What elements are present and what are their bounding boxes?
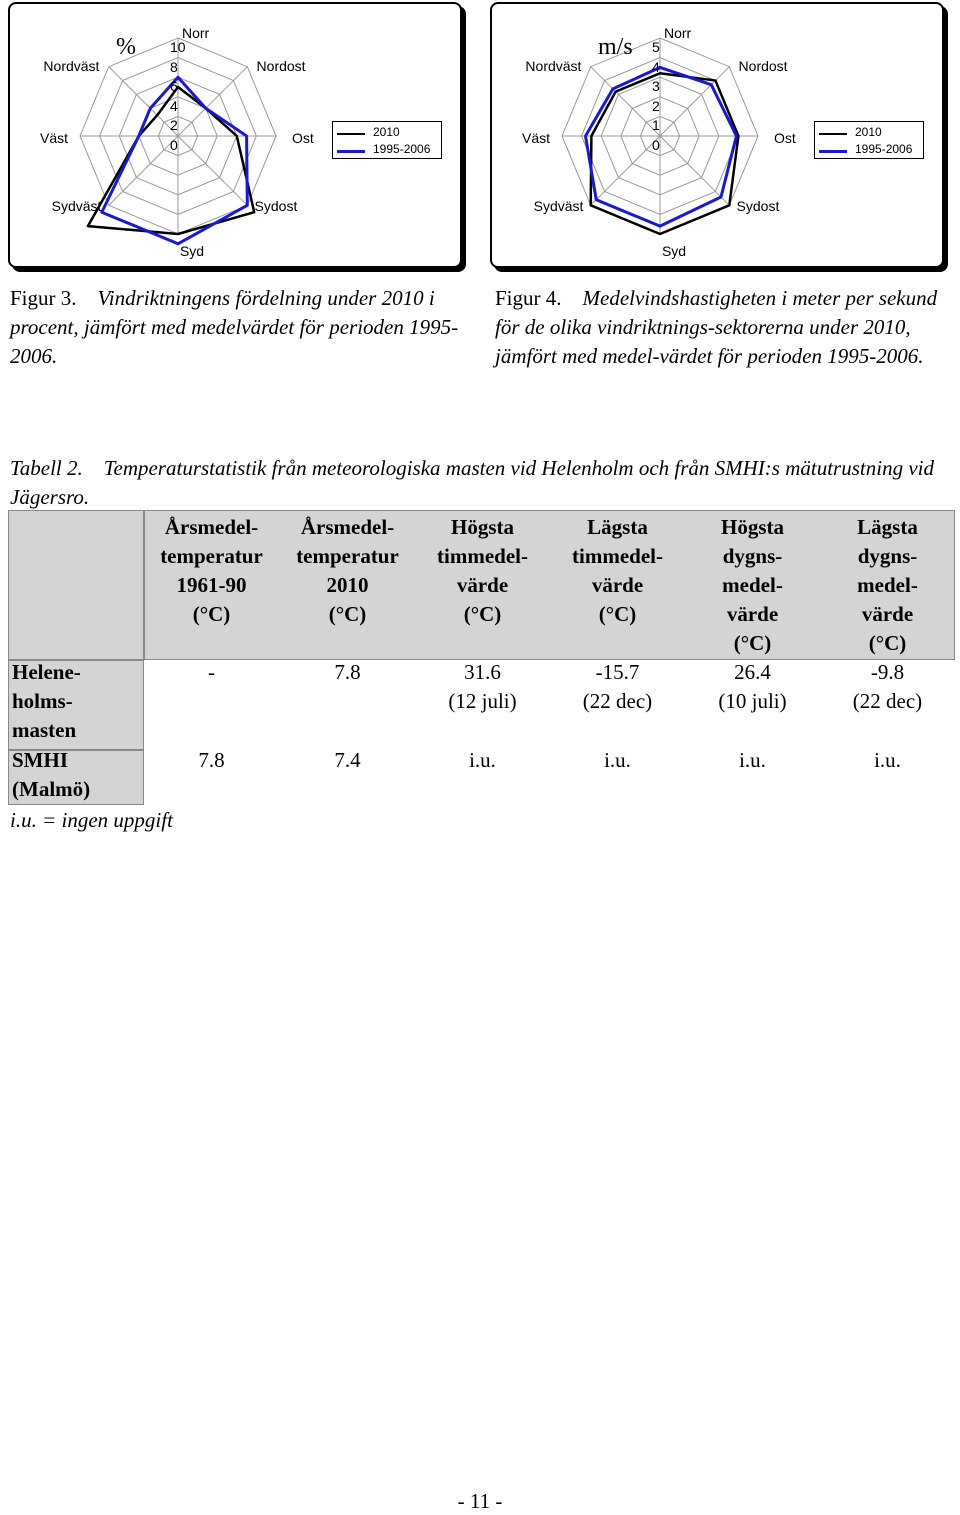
table-cell: 31.6 (12 juli) <box>448 660 517 713</box>
figure-4-direction-sydväst: Sydväst <box>533 197 584 214</box>
figure-4-direction-norr: Norr <box>664 25 692 41</box>
figure-3-caption-text: Vindriktningens fördelning under 2010 i procent, jämfört med medelvärdet för perioden 1995-2006. <box>10 286 459 368</box>
figure-3-direction-norr: Norr <box>182 25 210 41</box>
figure-4-direction-syd: Syd <box>661 243 687 259</box>
figure-3-direction-väst: Väst <box>39 130 68 146</box>
figure-3-direction-nordost: Nordost <box>256 58 306 75</box>
figure-3-tick-label: 8 <box>170 58 178 75</box>
table-cell: 7.8 <box>198 748 225 772</box>
page-number: - 11 - <box>457 1489 503 1513</box>
table-cell: i.u. <box>874 748 901 772</box>
figure-3-direction-sydväst: Sydväst <box>51 197 102 214</box>
figure-4-legend <box>814 121 924 159</box>
figure-4-tick-label: 2 <box>652 97 660 114</box>
figure-4-unit-label: m/s <box>598 34 633 60</box>
table-cell: -9.8 (22 dec) <box>852 660 923 713</box>
figure-3-direction-ost: Ost <box>292 130 314 146</box>
figure-4-caption-text: Medelvindshastigheten i meter per sekund för de olika vindriktnings-sektorerna under 2010, jämfört med medel-värdet för perioden 1995-2006. <box>495 286 938 368</box>
table-header-cell: Högsta timmedel- värde (°C) <box>437 515 528 626</box>
table-row-label: Helene- holms- masten <box>12 660 81 742</box>
figure-4-tick-label: 3 <box>652 78 660 95</box>
legend-2010: 2010 <box>855 125 882 139</box>
figure-4-direction-nordost: Nordost <box>738 58 788 75</box>
figure-3-chart <box>8 2 462 268</box>
figure-3-legend <box>332 121 442 159</box>
figure-4-tick-label: 5 <box>652 39 660 55</box>
figure-3-tick-label: 10 <box>170 39 186 55</box>
figure-3-tick-label: 2 <box>170 117 178 134</box>
legend-2010: 2010 <box>373 125 400 139</box>
figure-3-caption <box>10 284 480 371</box>
table-cell: 26.4 (10 juli) <box>718 660 787 713</box>
figure-3-direction-sydost: Sydost <box>254 197 298 214</box>
table-label: Tabell 2. <box>10 456 83 480</box>
table-header-cell: Årsmedel- temperatur 2010 (°C) <box>296 515 399 626</box>
figure-4-caption-label: Figur 4. <box>495 286 562 310</box>
figure-4-caption <box>495 284 955 371</box>
table-title <box>10 454 955 512</box>
table-cell: 7.4 <box>334 748 361 772</box>
figure-4-direction-ost: Ost <box>774 130 796 146</box>
table-cell: -15.7 (22 dec) <box>582 660 653 713</box>
figure-3-tick-label: 6 <box>170 78 178 95</box>
table-cell: 7.8 <box>334 660 361 684</box>
legend-1995-2006: 1995-2006 <box>373 142 431 156</box>
table-header-cell: Lägsta timmedel- värde (°C) <box>572 515 663 626</box>
table-header-cell: Årsmedel- temperatur 1961-90 (°C) <box>160 515 263 626</box>
figure-3-unit-label: % <box>116 34 136 60</box>
table-cell: i.u. <box>469 748 496 772</box>
figure-4-chart <box>490 2 944 268</box>
table-title-text: Temperaturstatistik från meteorologiska masten vid Helenholm och från SMHI:s mätutrustning vid Jägersro. <box>10 456 934 509</box>
figure-3-direction-nordväst: Nordväst <box>43 58 100 75</box>
figure-3-tick-label: 0 <box>170 137 178 153</box>
table-cell: - <box>208 660 215 684</box>
legend-1995-2006: 1995-2006 <box>855 142 913 156</box>
table-header-cell: Högsta dygns- medel- värde (°C) <box>721 515 784 655</box>
figure-4-direction-väst: Väst <box>521 130 550 146</box>
table-corner-cell <box>8 510 144 660</box>
table-cell: i.u. <box>604 748 631 772</box>
figure-3-tick-label: 4 <box>170 97 178 114</box>
figure-4-direction-nordväst: Nordväst <box>525 58 582 75</box>
table-row-label: SMHI (Malmö) <box>12 748 91 801</box>
figure-3-caption-label: Figur 3. <box>10 286 77 310</box>
figure-4-tick-label: 0 <box>652 137 660 153</box>
figure-4-direction-sydost: Sydost <box>736 197 780 214</box>
figure-4-tick-label: 1 <box>652 117 660 134</box>
table-footnote: i.u. = ingen uppgift <box>10 808 173 832</box>
table-header-cell: Lägsta dygns- medel- värde (°C) <box>857 515 918 655</box>
figure-3-direction-syd: Syd <box>179 243 205 259</box>
table-cell: i.u. <box>739 748 766 772</box>
figure-4-tick-label: 4 <box>652 58 660 75</box>
